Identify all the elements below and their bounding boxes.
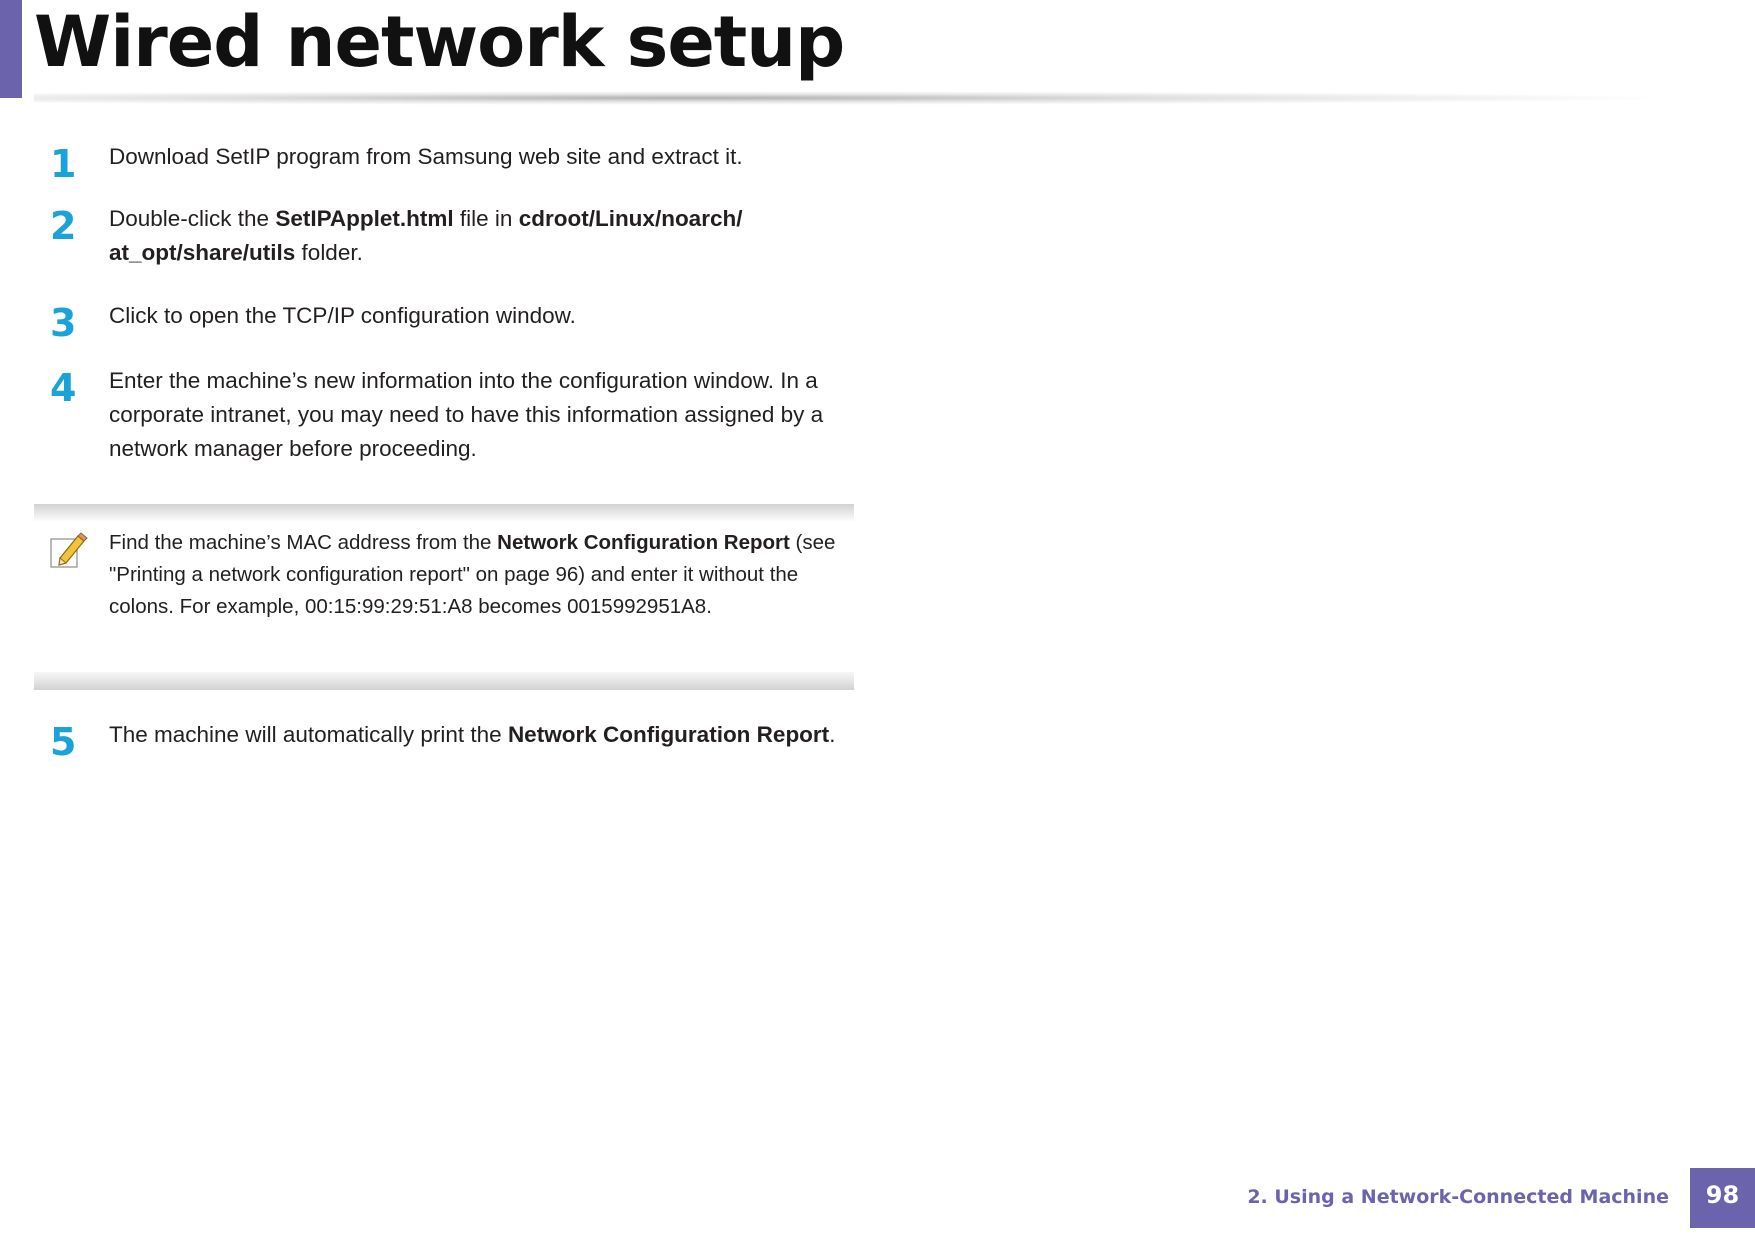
text-run: file in <box>453 206 519 231</box>
text-run: . <box>829 722 836 747</box>
text-run: (see "Printing a network configuration report" on page 96) and enter it without the colons. For example, 00:15:99:29:51:A8 becomes 0015992951A8. <box>109 531 836 618</box>
page-number-badge: 98 <box>1690 1168 1755 1228</box>
step-number: 2 <box>50 204 77 248</box>
page-title: Wired network setup <box>34 1 845 83</box>
step-text <box>109 718 854 752</box>
note-top-border <box>34 504 854 522</box>
text-run: Enter the machine’s new information into the configuration window. In a corporate intranet, you may need to have this information assigned by a network manager before proceeding. <box>109 368 824 461</box>
step-text <box>109 140 854 174</box>
text-run: Double-click the <box>109 206 276 231</box>
pencil-note-icon <box>48 530 88 570</box>
text-run: folder. <box>295 240 363 265</box>
title-accent-bar <box>0 0 22 98</box>
folder-path: cdroot/Linux/noarch/​at_opt/share/utils <box>109 206 743 265</box>
file-name: SetIPApplet.html <box>275 206 454 231</box>
note-bottom-border <box>34 672 854 690</box>
text-run: The machine will automatically print the <box>109 722 508 747</box>
note-box <box>34 504 854 690</box>
step-number: 3 <box>50 301 77 345</box>
step-number: 5 <box>50 720 77 764</box>
step-text <box>109 202 854 270</box>
step-text <box>109 299 854 333</box>
report-name: Network Configuration Report <box>497 531 790 554</box>
text-run: Download SetIP program from Samsung web site and extract it. <box>109 144 743 169</box>
title-divider <box>34 91 1684 105</box>
step-text <box>109 364 854 466</box>
chapter-footer: 2. Using a Network-Connected Machine <box>1247 1186 1669 1208</box>
step-number: 4 <box>50 366 77 410</box>
note-text <box>109 527 854 623</box>
text-run: Find the machine’s MAC address from the <box>109 531 498 554</box>
step-number: 1 <box>50 142 77 186</box>
report-name: Network Configuration Report <box>507 722 830 747</box>
text-run: Click to open the TCP/IP configuration window. <box>109 303 576 328</box>
